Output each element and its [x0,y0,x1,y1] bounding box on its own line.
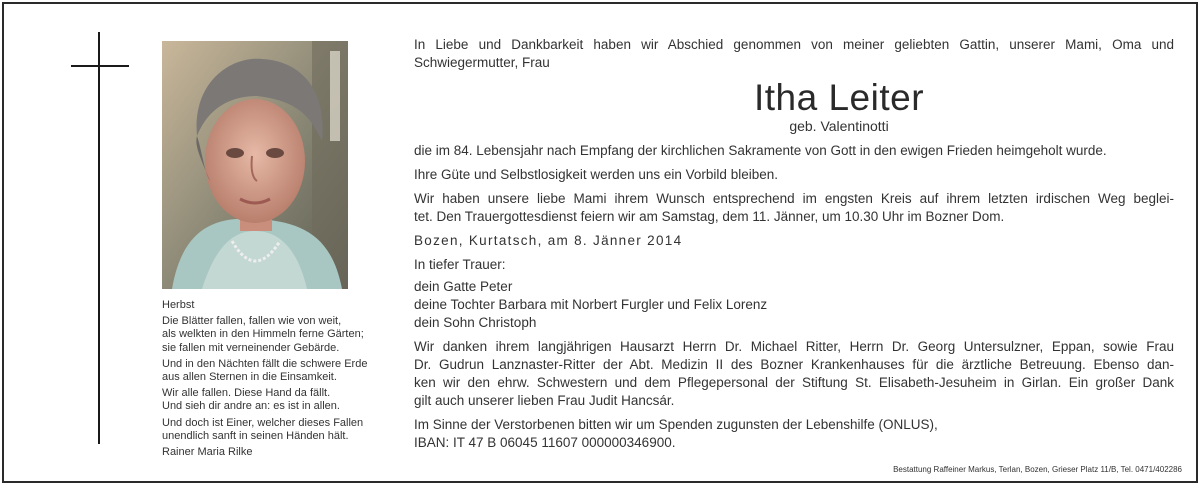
poem-author: Rainer Maria Rilke [162,446,253,459]
cross-icon-vertical [98,32,100,444]
portrait-photo [162,41,348,289]
deceased-name: Itha Leiter [753,77,925,118]
funeral-line: Wir haben unsere liebe Mami ihrem Wunsch entsprechend im engsten Kreis auf ihrem letzten irdischen Weg beglei- [414,191,1174,206]
poem-line: aus allen Sternen in die Einsamkeit. [162,371,337,384]
death-statement: die im 84. Lebensjahr nach Empfang der kirchlichen Sakramente von Gott in den ewigen Frieden heimgeholt wurde. [414,143,1107,158]
poem [162,299,392,459]
mourner: dein Gatte Peter [414,279,513,294]
intro-line: In Liebe und Dankbarkeit haben wir Abschied genommen von meiner geliebten Gattin, unserer Mami, Oma und [414,37,1174,52]
poem-line: Wir alle fallen. Diese Hand da fällt. [162,387,331,400]
intro-line: Schwiegermutter, Frau [414,55,550,70]
poem-line: unendlich sanft in seinen Händen hält. [162,429,349,442]
thanks-line: Wir danken ihrem langjährigen Hausarzt Herrn Dr. Michael Ritter, Herrn Dr. Georg Untersulzner, Eppan, sowie Frau [414,339,1174,354]
cross-icon-horizontal [71,65,129,67]
poem-line: Und sieh dir andre an: es ist in allen. [162,400,340,413]
poem-line: Die Blätter fallen, fallen wie von weit, [162,315,342,328]
kindness-statement: Ihre Güte und Selbstlosigkeit werden uns ein Vorbild bleiben. [414,167,778,182]
poem-line: sie fallen mit verneinender Gebärde. [162,341,340,354]
mourner: deine Tochter Barbara mit Norbert Furgler und Felix Lorenz [414,297,768,312]
poem-line: Und in den Nächten fällt die schwere Erde [162,357,368,370]
poem-line: Und doch ist Einer, welcher dieses Fallen [162,416,364,429]
mourners-heading: In tiefer Trauer: [414,257,506,272]
thanks-line: gilt auch unserer lieben Frau Judit Hancsár. [414,393,675,408]
thanks-line: Dr. Gudrun Lanznaster-Ritter der Abt. Medizin II des Bozner Krankenhauses für die ärztliche Betreuung. Ebenso dan- [414,357,1174,372]
iban-line: IBAN: IT 47 B 06045 11607 000000346900. [414,435,676,450]
place-date: Bozen, Kurtatsch, am 8. Jänner 2014 [414,233,683,248]
poem-title: Herbst [162,299,195,311]
poem-line: als welkten in den Himmeln ferne Gärten; [162,328,364,341]
funeral-home-footer: Bestattung Raffeiner Markus, Terlan, Bozen, Grieser Platz 11/B, Tel. 0471/402286 [893,465,1182,474]
funeral-line: tet. Den Trauergottesdienst feiern wir am Samstag, dem 11. Jänner, um 10.30 Uhr im Bozner Dom. [414,209,1005,224]
maiden-name: geb. Valentinotti [789,118,889,134]
mourner: dein Sohn Christoph [414,315,537,330]
obituary-text [414,36,1174,452]
thanks-line: ken wir den ehrw. Schwestern und dem Pflegepersonal der Stiftung St. Elisabeth-Jesuheim in Girlan. Ein großer Dank [414,375,1174,390]
donation-line: Im Sinne der Verstorbenen bitten wir um Spenden zugunsten der Lebenshilfe (ONLUS), [414,417,938,432]
